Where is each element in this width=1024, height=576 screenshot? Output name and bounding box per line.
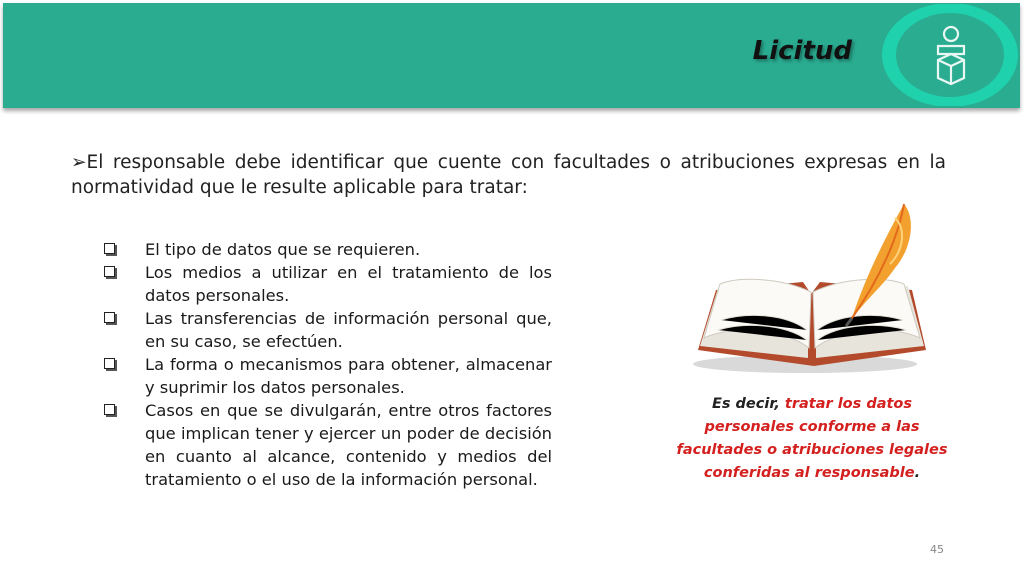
explanation-note [668, 393, 956, 485]
checkbox-bullet-icon [104, 358, 115, 369]
list-item-text: El tipo de datos que se requieren. [145, 240, 421, 259]
requirements-list [102, 238, 552, 491]
list-item-text: La forma o mecanismos para obtener, almacenar y suprimir los datos personales. [145, 355, 552, 397]
note-highlight: tratar los datos personales conforme a las facultades o atribuciones legales conferidas al responsable [676, 396, 948, 481]
list-item-text: Los medios a utilizar en el tratamiento de los datos personales. [145, 263, 552, 305]
list-item [102, 307, 552, 353]
list-item [102, 261, 552, 307]
list-item [102, 399, 552, 491]
page-number: 45 [930, 543, 944, 556]
intro-paragraph [71, 150, 946, 200]
list-item-text: Casos en que se divulgarán, entre otros factores que implican tener y ejercer un poder de decisión en cuanto al alcance, contenido y medios del tratamiento o el uso de la información personal. [145, 401, 552, 489]
title-banner [3, 3, 1020, 108]
slide-title: Licitud [752, 36, 852, 66]
list-item [102, 238, 552, 261]
list-item [102, 353, 552, 399]
person-with-box-icon [876, 4, 1020, 106]
checkbox-bullet-icon [104, 404, 115, 415]
checkbox-bullet-icon [104, 266, 115, 277]
note-prefix: Es decir, [711, 396, 785, 412]
list-item-text: Las transferencias de información personal que, en su caso, se efectúen. [145, 309, 552, 351]
checkbox-bullet-icon [104, 312, 115, 323]
intro-text: El responsable debe identificar que cuente con facultades o atribuciones expresas en la normatividad que le resulte aplicable para tratar: [71, 152, 946, 198]
arrow-bullet-icon: ➢ [71, 152, 87, 173]
open-book-with-quill-icon [690, 198, 940, 376]
checkbox-bullet-icon [104, 243, 115, 254]
note-suffix: . [914, 465, 921, 481]
